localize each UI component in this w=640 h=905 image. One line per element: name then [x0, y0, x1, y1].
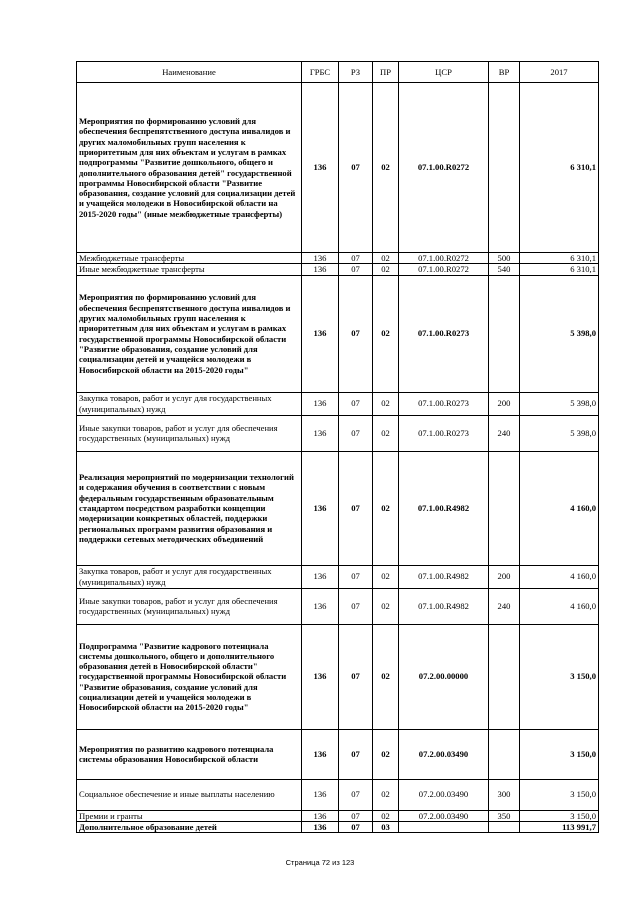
- cell-name: Дополнительное образование детей: [77, 821, 302, 832]
- cell-csr: 07.2.00.03490: [399, 810, 489, 821]
- cell-name: Иные закупки товаров, работ и услуг для обеспечения государственных (муниципальных) нужд: [77, 415, 302, 451]
- table-row: [77, 275, 599, 392]
- cell-name: Иные закупки товаров, работ и услуг для обеспечения государственных (муниципальных) нужд: [77, 588, 302, 624]
- table-row: [77, 729, 599, 779]
- cell-csr: 07.2.00.03490: [399, 729, 489, 779]
- cell-name: Мероприятия по формированию условий для обеспечения беспрепятственного доступа инвалидов и других маломобильных групп населения к приоритетным для них объектам и услугам в рамках подпрограммы "Развитие дошкольного, общего и дополнительного образования детей" государственной программы Новосибирской области "Развитие образования, создание условий для социализации детей и учащейся молодежи в Новосибирской области на 2015-2020 годы" (иные межбюджетные трансферты): [77, 83, 302, 253]
- cell-pr: 03: [373, 821, 399, 832]
- cell-name: Социальное обеспечение и иные выплаты населению: [77, 779, 302, 810]
- cell-amount: 5 398,0: [520, 275, 599, 392]
- cell-rz: 07: [339, 392, 373, 415]
- table-header-row: [77, 62, 599, 83]
- cell-csr: 07.1.00.R0272: [399, 83, 489, 253]
- table-row: [77, 624, 599, 729]
- cell-amount: 4 160,0: [520, 588, 599, 624]
- cell-vr: [489, 275, 520, 392]
- page-footer: Страница 72 из 123: [285, 858, 355, 867]
- cell-amount: 3 150,0: [520, 729, 599, 779]
- cell-vr: 240: [489, 588, 520, 624]
- cell-amount: 6 310,1: [520, 264, 599, 275]
- cell-csr: 07.2.00.00000: [399, 624, 489, 729]
- cell-grbs: 136: [302, 810, 339, 821]
- cell-grbs: 136: [302, 565, 339, 588]
- cell-amount: 3 150,0: [520, 810, 599, 821]
- cell-amount: 3 150,0: [520, 624, 599, 729]
- cell-rz: 07: [339, 83, 373, 253]
- cell-vr: [489, 624, 520, 729]
- cell-amount: 4 160,0: [520, 451, 599, 565]
- cell-vr: 540: [489, 264, 520, 275]
- table-row: [77, 83, 599, 253]
- budget-table: [76, 61, 599, 833]
- header-name: Наименование: [77, 62, 302, 83]
- cell-rz: 07: [339, 253, 373, 264]
- cell-grbs: 136: [302, 821, 339, 832]
- header-rz: РЗ: [339, 62, 373, 83]
- cell-amount: 5 398,0: [520, 392, 599, 415]
- cell-pr: 02: [373, 253, 399, 264]
- cell-vr: [489, 821, 520, 832]
- cell-grbs: 136: [302, 415, 339, 451]
- cell-vr: [489, 729, 520, 779]
- cell-amount: 4 160,0: [520, 565, 599, 588]
- cell-csr: 07.1.00.R0273: [399, 415, 489, 451]
- cell-pr: 02: [373, 779, 399, 810]
- cell-rz: 07: [339, 264, 373, 275]
- cell-rz: 07: [339, 821, 373, 832]
- cell-csr: 07.1.00.R0273: [399, 275, 489, 392]
- cell-name: Мероприятия по развитию кадрового потенциала системы образования Новосибирской области: [77, 729, 302, 779]
- cell-rz: 07: [339, 729, 373, 779]
- cell-name: Подпрограмма "Развитие кадрового потенциала системы дошкольного, общего и дополнительного образования детей в Новосибирской области" государственной программы Новосибирской области "Развитие образования, создание условий для социализации детей и учащейся молодежи в Новосибирской области на 2015-2020 годы": [77, 624, 302, 729]
- cell-pr: 02: [373, 264, 399, 275]
- cell-rz: 07: [339, 779, 373, 810]
- table-row: [77, 392, 599, 415]
- cell-vr: 240: [489, 415, 520, 451]
- table-row: [77, 810, 599, 821]
- table-row: [77, 253, 599, 264]
- cell-vr: [489, 451, 520, 565]
- cell-name: Премии и гранты: [77, 810, 302, 821]
- cell-pr: 02: [373, 451, 399, 565]
- cell-grbs: 136: [302, 83, 339, 253]
- cell-name: Закупка товаров, работ и услуг для государственных (муниципальных) нужд: [77, 392, 302, 415]
- cell-grbs: 136: [302, 779, 339, 810]
- cell-pr: 02: [373, 565, 399, 588]
- cell-pr: 02: [373, 83, 399, 253]
- cell-pr: 02: [373, 810, 399, 821]
- table-row: [77, 588, 599, 624]
- cell-rz: 07: [339, 588, 373, 624]
- cell-csr: 07.2.00.03490: [399, 779, 489, 810]
- cell-vr: [489, 83, 520, 253]
- cell-csr: 07.1.00.R4982: [399, 565, 489, 588]
- cell-amount: 6 310,1: [520, 83, 599, 253]
- cell-name: Закупка товаров, работ и услуг для государственных (муниципальных) нужд: [77, 565, 302, 588]
- cell-vr: 300: [489, 779, 520, 810]
- cell-vr: 200: [489, 392, 520, 415]
- cell-vr: 350: [489, 810, 520, 821]
- header-year: 2017: [520, 62, 599, 83]
- cell-name: Мероприятия по формированию условий для обеспечения беспрепятственного доступа инвалидов и других маломобильных групп населения к приоритетным для них объектам и услугам в рамках государственной программы Новосибирской области "Развитие образования, создание условий для социализации детей и учащейся молодежи в Новосибирской области на 2015-2020 годы": [77, 275, 302, 392]
- cell-amount: 113 991,7: [520, 821, 599, 832]
- cell-rz: 07: [339, 565, 373, 588]
- cell-csr: 07.1.00.R4982: [399, 451, 489, 565]
- cell-name: Иные межбюджетные трансферты: [77, 264, 302, 275]
- cell-grbs: 136: [302, 392, 339, 415]
- cell-amount: 6 310,1: [520, 253, 599, 264]
- cell-pr: 02: [373, 392, 399, 415]
- cell-grbs: 136: [302, 253, 339, 264]
- cell-grbs: 136: [302, 588, 339, 624]
- cell-amount: 3 150,0: [520, 779, 599, 810]
- cell-grbs: 136: [302, 451, 339, 565]
- cell-rz: 07: [339, 451, 373, 565]
- table-row: [77, 779, 599, 810]
- cell-pr: 02: [373, 729, 399, 779]
- cell-pr: 02: [373, 624, 399, 729]
- cell-csr: [399, 821, 489, 832]
- cell-rz: 07: [339, 415, 373, 451]
- table-row: [77, 451, 599, 565]
- header-grbs: ГРБС: [302, 62, 339, 83]
- table-row: [77, 565, 599, 588]
- cell-pr: 02: [373, 275, 399, 392]
- cell-grbs: 136: [302, 275, 339, 392]
- cell-rz: 07: [339, 810, 373, 821]
- cell-amount: 5 398,0: [520, 415, 599, 451]
- cell-name: Межбюджетные трансферты: [77, 253, 302, 264]
- header-csr: ЦСР: [399, 62, 489, 83]
- cell-name: Реализация мероприятий по модернизации технологий и содержания обучения в соответствии с новым федеральным государственным образовательным стандартом посредством разработки концепции модернизации конкретных областей, поддержки региональных программ развития образования и поддержки сетевых методических объединений: [77, 451, 302, 565]
- cell-grbs: 136: [302, 624, 339, 729]
- header-pr: ПР: [373, 62, 399, 83]
- header-vr: ВР: [489, 62, 520, 83]
- cell-grbs: 136: [302, 729, 339, 779]
- cell-pr: 02: [373, 588, 399, 624]
- cell-csr: 07.1.00.R0272: [399, 253, 489, 264]
- cell-csr: 07.1.00.R4982: [399, 588, 489, 624]
- cell-rz: 07: [339, 275, 373, 392]
- cell-pr: 02: [373, 415, 399, 451]
- cell-csr: 07.1.00.R0272: [399, 264, 489, 275]
- cell-csr: 07.1.00.R0273: [399, 392, 489, 415]
- cell-rz: 07: [339, 624, 373, 729]
- table-row: [77, 415, 599, 451]
- table-row: [77, 264, 599, 275]
- cell-vr: 500: [489, 253, 520, 264]
- table-row: [77, 821, 599, 832]
- cell-vr: 200: [489, 565, 520, 588]
- cell-grbs: 136: [302, 264, 339, 275]
